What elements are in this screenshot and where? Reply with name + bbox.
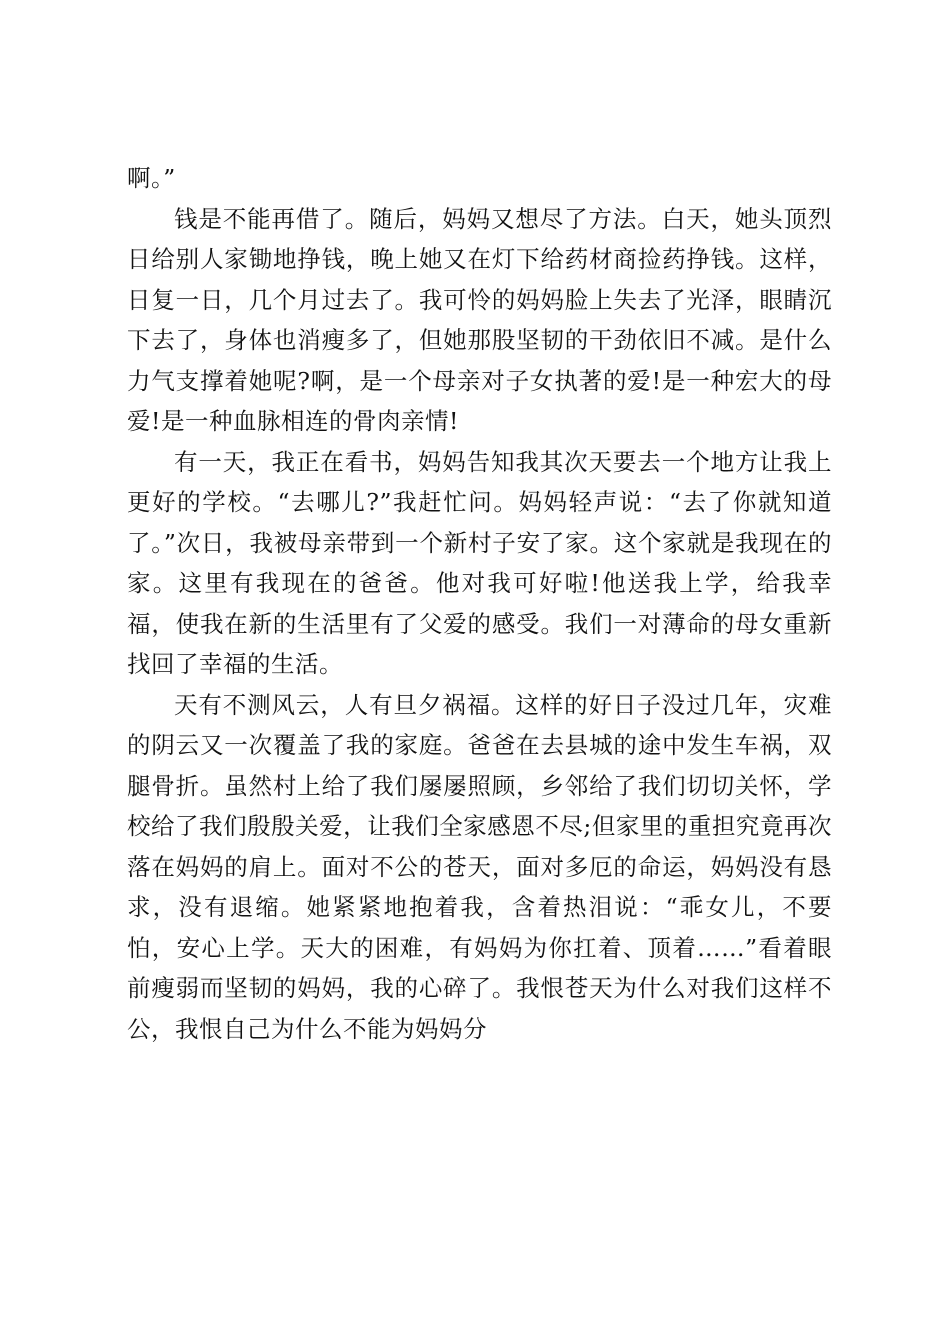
paragraph-2: 有一天，我正在看书，妈妈告知我其次天要去一个地方让我上更好的学校。“去哪儿?”我赶忙问。妈妈轻声说：“去了你就知道了。”次日，我被母亲带到一个新村子安了家。这个家就是我现在的家。这里有我现在的爸爸。他对我可好啦!他送我上学，给我幸福，使我在新的生活里有了父爱的感受。我们一对薄命的母女重新找回了幸福的生活。 — [127, 447, 832, 678]
body-text — [127, 158, 832, 1049]
paragraph-1: 钱是不能再借了。随后，妈妈又想尽了方法。白天，她头顶烈日给别人家锄地挣钱，晚上她又在灯下给药材商捡药挣钱。这样，日复一日，几个月过去了。我可怜的妈妈脸上失去了光泽，眼睛沉下去了，身体也消瘦多了，但她那股坚韧的干劲依旧不减。是什么力气支撑着她呢?啊，是一个母亲对子女执著的爱!是一种宏大的母爱!是一种血脉相连的骨肉亲情! — [127, 204, 832, 435]
paragraph-continuation: 啊。” — [127, 164, 176, 192]
paragraph-3: 天有不测风云，人有旦夕祸福。这样的好日子没过几年，灾难的阴云又一次覆盖了我的家庭。爸爸在去县城的途中发生车祸，双腿骨折。虽然村上给了我们屡屡照顾，乡邻给了我们切切关怀，学校给了我们殷殷关爱，让我们全家感恩不尽;但家里的重担究竟再次落在妈妈的肩上。面对不公的苍天，面对多厄的命运，妈妈没有恳求，没有退缩。她紧紧地抱着我，含着热泪说：“乖女儿，不要怕，安心上学。天大的困难，有妈妈为你扛着、顶着……”看着眼前瘦弱而坚韧的妈妈，我的心碎了。我恨苍天为什么对我们这样不公，我恨自己为什么不能为妈妈分 — [127, 690, 832, 1043]
